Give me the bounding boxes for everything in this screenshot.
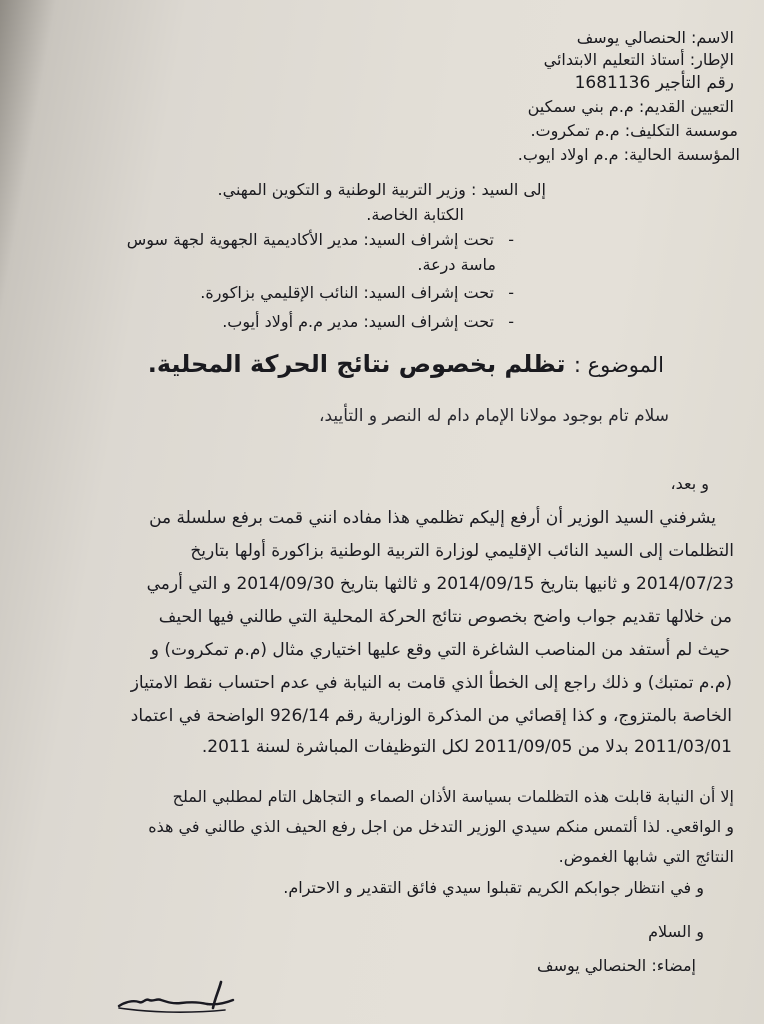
body-line: يشرفني السيد الوزير أن أرفع إليكم تظلمي هذا مفاده انني قمت برفع سلسلة من — [149, 508, 716, 528]
salutation: سلام تام بوجود مولانا الإمام دام له النصر و التأييد، — [318, 406, 669, 426]
body-line: التظلمات إلى السيد النائب الإقليمي لوزارة التربية الوطنية بزاكورة أولها بتاريخ — [190, 541, 734, 561]
signature-label: إمضاء: الحنصالي يوسف — [537, 956, 696, 975]
sender-current: المؤسسة الحالية: م.م اولاد ايوب. — [517, 145, 740, 164]
sender-old-post: التعيين القديم: م.م بني سمكين — [527, 97, 734, 116]
subject-label: الموضوع : — [573, 353, 664, 377]
subject-line — [148, 350, 664, 378]
bullet-dash: - — [508, 312, 514, 331]
sender-payroll: رقم التأجير 1681136 — [574, 73, 734, 93]
bullet-dash: - — [508, 283, 514, 302]
body2-line: إلا أن النيابة قابلت هذه التظلمات بسياسة الأذان الصماء و التجاهل التام لمطلبي الملح — [172, 787, 734, 806]
via-delegate: تحت إشراف السيد: النائب الإقليمي بزاكورة. — [200, 283, 494, 302]
sender-name: الاسم: الحنصالي يوسف — [576, 28, 734, 47]
via-school-director: تحت إشراف السيد: مدير م.م أولاد أيوب. — [222, 312, 494, 331]
closing-courtesy: و في انتظار جوابكم الكريم تقبلوا سيدي فائق التقدير و الاحترام. — [283, 878, 704, 897]
handwritten-signature — [115, 978, 240, 1018]
closing-salam: و السلام — [648, 922, 704, 941]
after-greeting: و بعد، — [670, 474, 709, 493]
body-line: الخاصة بالمتزوج، و كذا إقصائي من المذكرة الوزارية رقم 926/14 الواضحة في اعتماد — [130, 706, 732, 726]
subject-text: تظلم بخصوص نتائج الحركة المحلية. — [147, 350, 566, 378]
sender-grade: الإطار: أستاذ التعليم الابتدائي — [543, 50, 734, 69]
body-line: 2011/03/01 بدلا من 2011/09/05 لكل التوظيفات المباشرة لسنة 2011. — [201, 737, 732, 757]
sender-assigned: موسسة التكليف: م.م تمكروت. — [530, 121, 738, 140]
body-line: (م.م تمتبك) و ذلك راجع إلى الخطأ الذي قامت به النيابة في عدم احتساب نقط الامتياز — [130, 673, 732, 693]
via-academy-region: ماسة درعة. — [417, 255, 496, 274]
bullet-dash: - — [508, 230, 514, 249]
body2-line: النتائج التي شابها الغموض. — [558, 847, 734, 866]
body2-line: و الواقعي. لذا ألتمس منكم سيدي الوزير التدخل من اجل رفع الحيف الذي طالني في هذه — [148, 817, 734, 836]
via-academy: تحت إشراف السيد: مدير الأكاديمية الجهوية لجهة سوس — [126, 230, 494, 249]
body-line: 2014/07/23 و ثانيها بتاريخ 2014/09/15 و ثالثها بتاريخ 2014/09/30 و التي أرمي — [146, 574, 734, 594]
body-line: حيث لم أستفد من المناصب الشاغرة التي وقع عليها اختياري مثال (م.م تمكروت) و — [150, 640, 730, 660]
addressee-minister: إلى السيد : وزير التربية الوطنية و التكوين المهني. — [217, 180, 546, 199]
body-line: من خلالها تقديم جواب واضح بخصوص نتائج الحركة المحلية التي طالني فيها الحيف — [158, 607, 732, 627]
addressee-office: الكتابة الخاصة. — [366, 205, 464, 224]
